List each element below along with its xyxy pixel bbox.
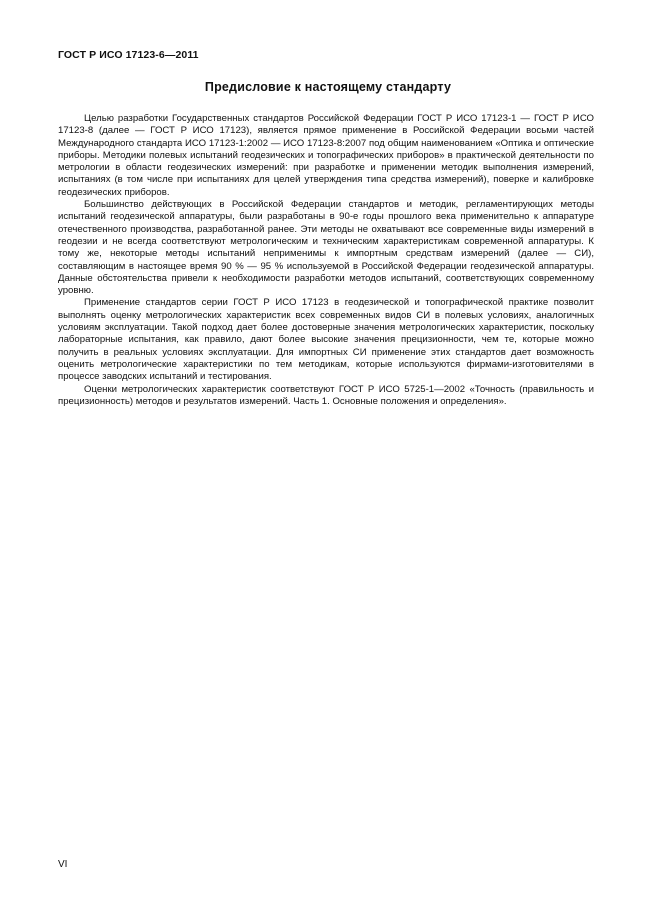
paragraph: Применение стандартов серии ГОСТ Р ИСО 17123 в геодезической и топографической практике позволит выполнять оценку метрологических характеристик всех современных видов СИ в полевых условиях, аналогичных условиям эксплуатации. Такой подход дает более достоверные значения метрологических характеристик, поскольку лабораторные испытания, как правило, дают более высокие значения прецизионности, чем те, которые можно получить в реальных условиях эксплуатации. Для импортных СИ применение этих стандартов дает возможность оценить метрологические характеристики по тем методикам, которые используются фирмами-изготовителями в процессе заводских испытаний и тестирования. bbox=[58, 297, 594, 383]
section-title: Предисловие к настоящему стандарту bbox=[204, 80, 452, 94]
paragraph: Большинство действующих в Российской Федерации стандартов и методик, регламентирующих методы испытаний геодезической аппаратуры, были разработаны в 90-е годы прошлого века применительно к аппаратуре отечественного производства, разработанной ранее. Эти методы не охватывают все современные виды измерений в геодезии и не всегда соответствуют метрологическим и техническим характеристикам современной аппаратуры. К тому же, некоторые методы испытаний неприменимы к импортным средствам измерений (далее — СИ), составляющим в настоящее время 90 % — 95 % используемой в Российской Федерации геодезической аппаратуры. Данные обстоятельства привели к необходимости разработки методов испытаний, соответствующих современному уровню. bbox=[58, 199, 594, 297]
section-body bbox=[58, 113, 594, 408]
paragraph: Оценки метрологических характеристик соответствуют ГОСТ Р ИСО 5725-1—2002 «Точность (правильность и прецизионность) методов и результатов измерений. Часть 1. Основные положения и определения». bbox=[58, 383, 594, 407]
paragraph: Целью разработки Государственных стандартов Российской Федерации ГОСТ Р ИСО 17123-1 — ГОСТ Р ИСО 17123-8 (далее — ГОСТ Р ИСО 17123), является прямое применение в Российской Федерации восьми частей Международного стандарта ИСО 17123-1:2002 — ИСО 17123-8:2007 под общим наименованием «Оптика и оптические приборы. Методики полевых испытаний геодезических и топографических приборов» в практической деятельности по метрологии в области геодезических измерений: при разработке и применении методик выполнения измерений, испытаниях (в том числе при испытаниях для целей утверждения типа средства измерений), поверке и калибровке геодезических приборов. bbox=[58, 113, 594, 198]
page-number: VI bbox=[58, 859, 68, 870]
document-code: ГОСТ Р ИСО 17123-6—2011 bbox=[58, 49, 199, 61]
